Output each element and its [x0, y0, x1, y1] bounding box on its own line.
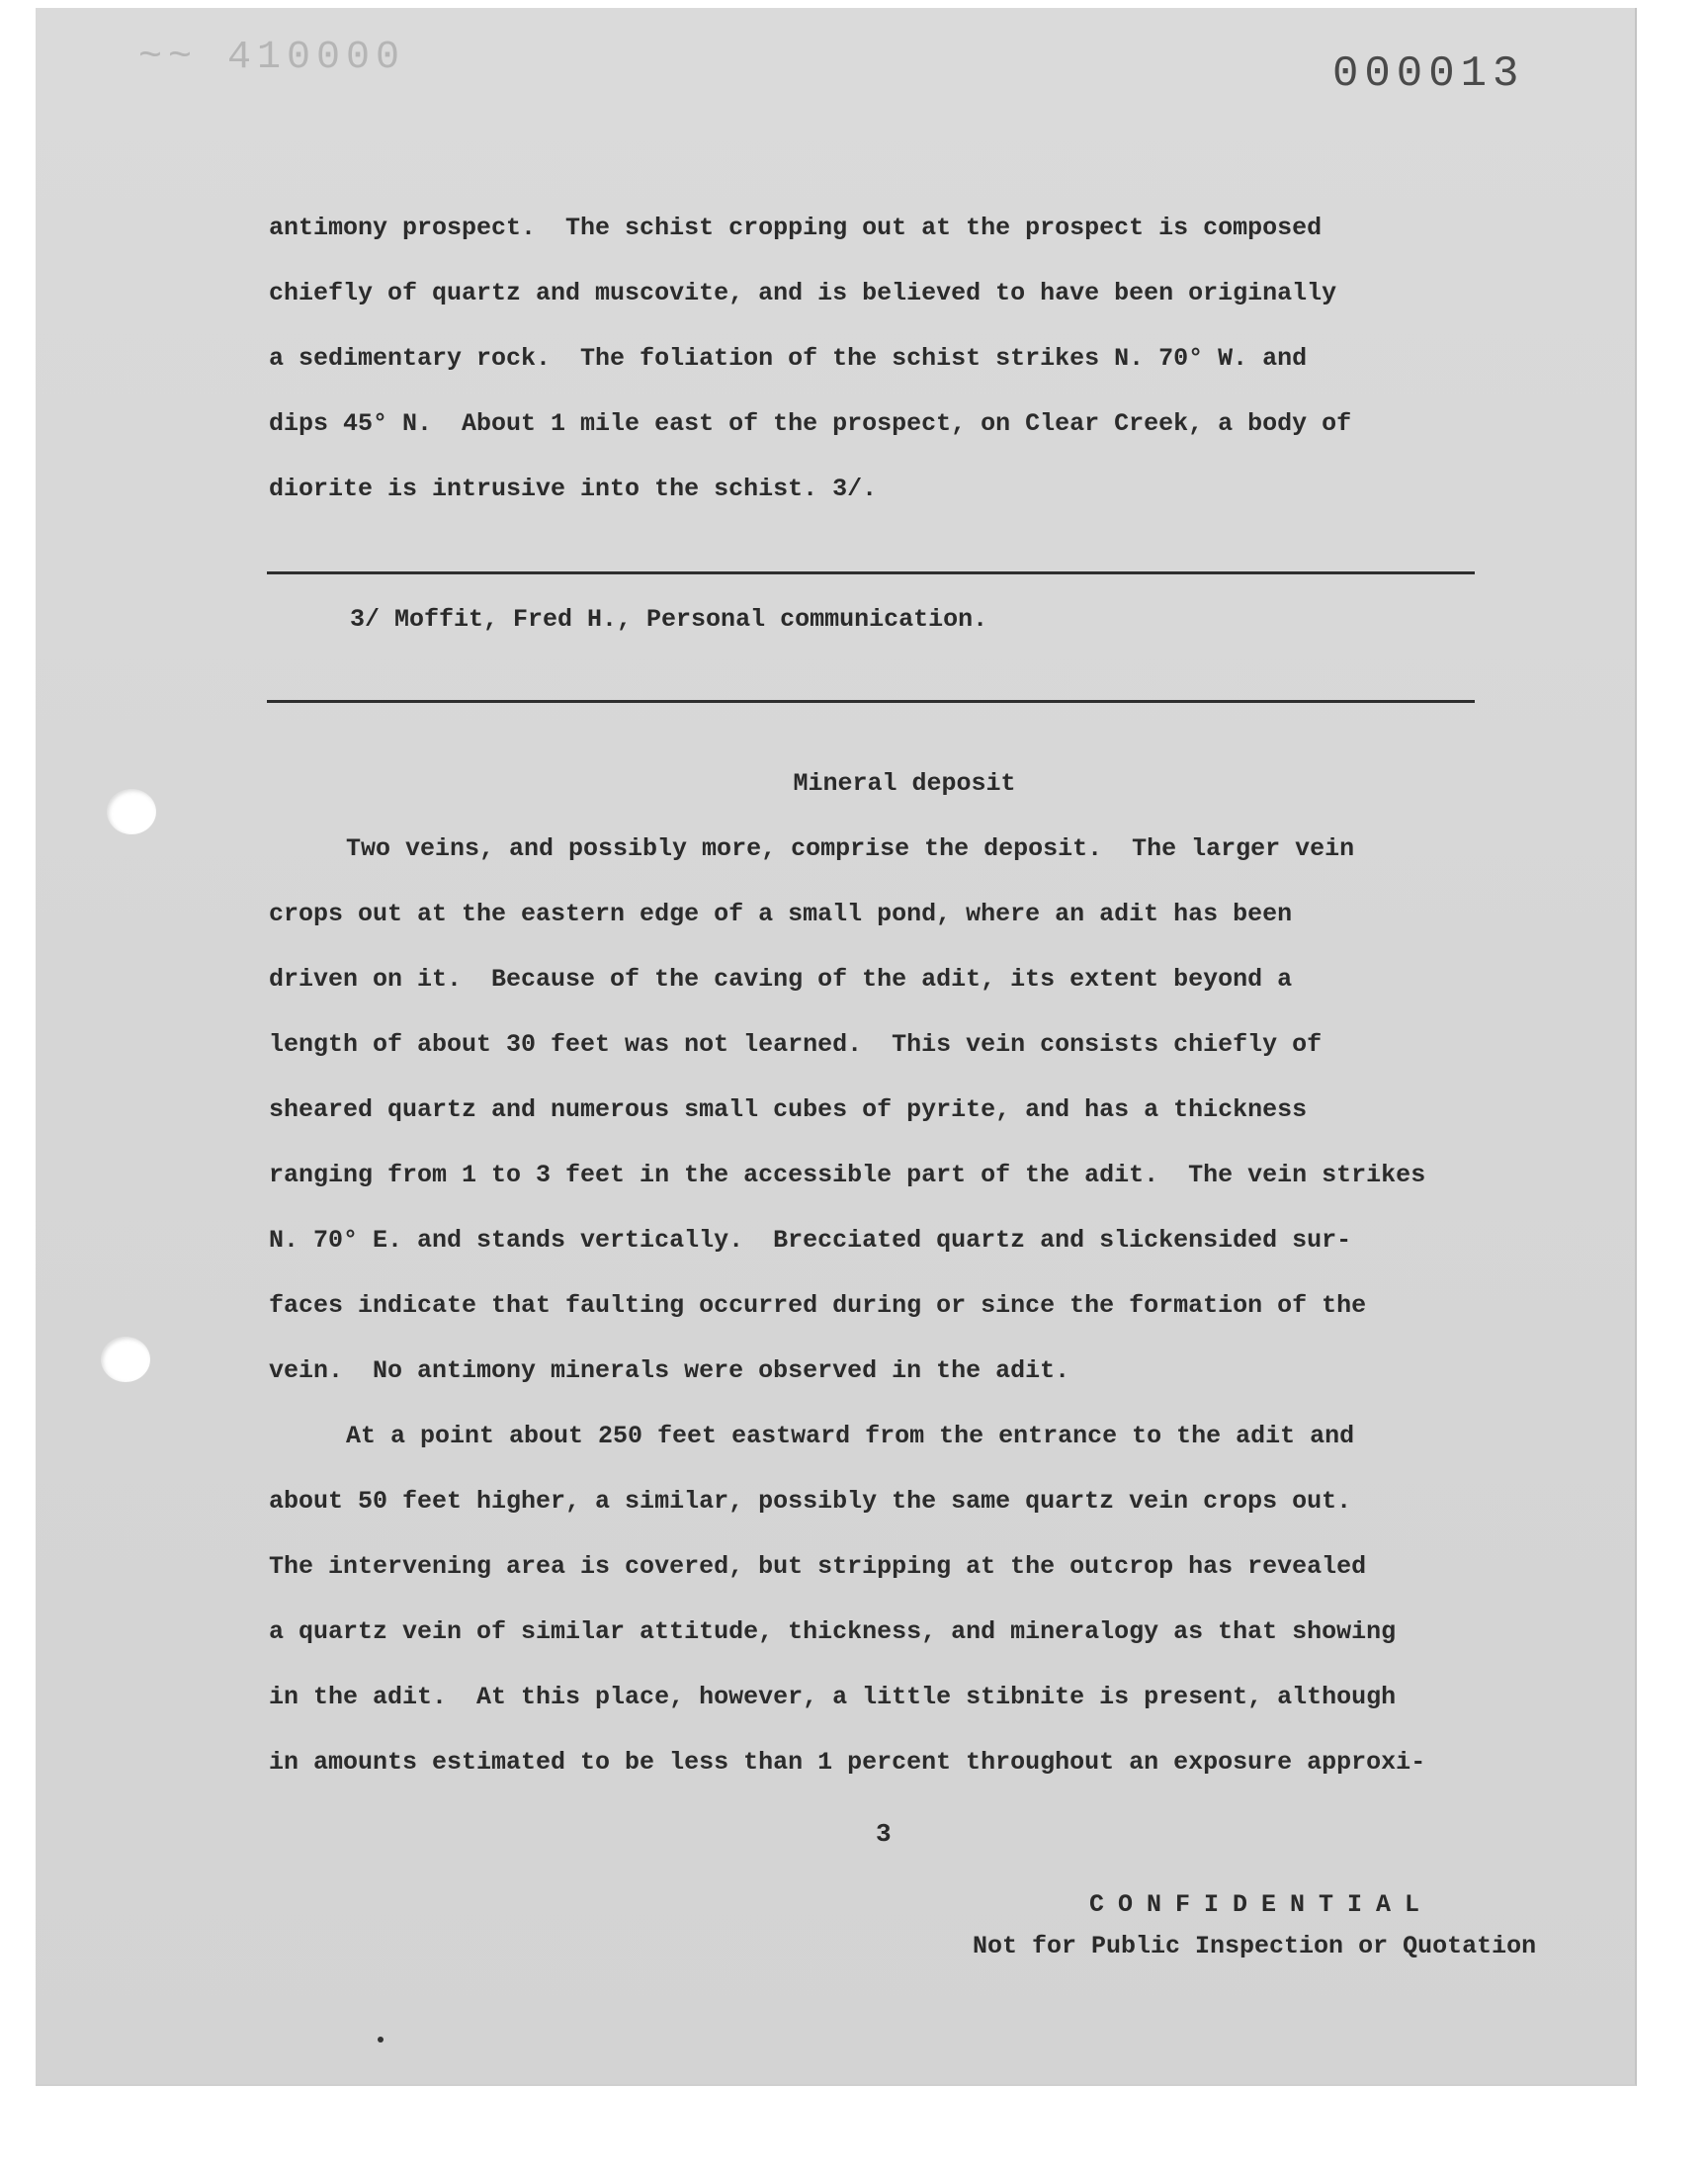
- paragraph-line: At a point about 250 feet eastward from the entrance to the adit and: [346, 1422, 1355, 1450]
- page-number: 3: [876, 1819, 892, 1849]
- footnote-rule-top: [267, 571, 1475, 574]
- footnote-text: 3/ Moffit, Fred H., Personal communication.: [350, 605, 988, 634]
- section-heading: Mineral deposit: [793, 769, 1016, 798]
- body-line: diorite is intrusive into the schist. 3/.: [269, 475, 878, 503]
- paragraph-line: faces indicate that faulting occurred during or since the formation of the: [269, 1291, 1367, 1320]
- body-line: chiefly of quartz and muscovite, and is believed to have been originally: [269, 279, 1337, 307]
- paper-speck: [378, 2037, 384, 2043]
- paragraph-line: crops out at the eastern edge of a small pond, where an adit has been: [269, 900, 1293, 928]
- paragraph-line: length of about 30 feet was not learned. This vein consists chiefly of: [269, 1030, 1323, 1059]
- confidential-notice: Not for Public Inspection or Quotation: [973, 1932, 1537, 1960]
- paragraph-line: a quartz vein of similar attitude, thickness, and mineralogy as that showing: [269, 1617, 1397, 1646]
- paragraph-line: in amounts estimated to be less than 1 percent throughout an exposure approxi-: [269, 1748, 1426, 1777]
- confidential-label: CONFIDENTIAL: [1089, 1890, 1434, 1919]
- paragraph-line: N. 70° E. and stands vertically. Brecciated quartz and slickensided sur-: [269, 1226, 1352, 1255]
- punch-hole-bottom: [101, 1337, 150, 1382]
- paragraph-line: sheared quartz and numerous small cubes of pyrite, and has a thickness: [269, 1095, 1308, 1124]
- body-line: dips 45° N. About 1 mile east of the prospect, on Clear Creek, a body of: [269, 409, 1352, 438]
- stamp-number-left: ~~ 410000: [138, 36, 406, 80]
- body-line: a sedimentary rock. The foliation of the schist strikes N. 70° W. and: [269, 344, 1308, 373]
- paragraph-line: in the adit. At this place, however, a little stibnite is present, although: [269, 1683, 1397, 1711]
- paragraph-line: about 50 feet higher, a similar, possibly the same quartz vein crops out.: [269, 1487, 1352, 1516]
- paragraph-line: vein. No antimony minerals were observed in the adit.: [269, 1356, 1070, 1385]
- paragraph-line: driven on it. Because of the caving of the adit, its extent beyond a: [269, 965, 1293, 994]
- footnote-rule-bottom: [267, 700, 1475, 703]
- paragraph-line: ranging from 1 to 3 feet in the accessible part of the adit. The vein strikes: [269, 1161, 1426, 1189]
- stamp-number-right: 000013: [1332, 49, 1525, 99]
- body-line: antimony prospect. The schist cropping out at the prospect is composed: [269, 214, 1323, 242]
- paragraph-line: Two veins, and possibly more, comprise the deposit. The larger vein: [346, 834, 1355, 863]
- paragraph-line: The intervening area is covered, but stripping at the outcrop has revealed: [269, 1552, 1367, 1581]
